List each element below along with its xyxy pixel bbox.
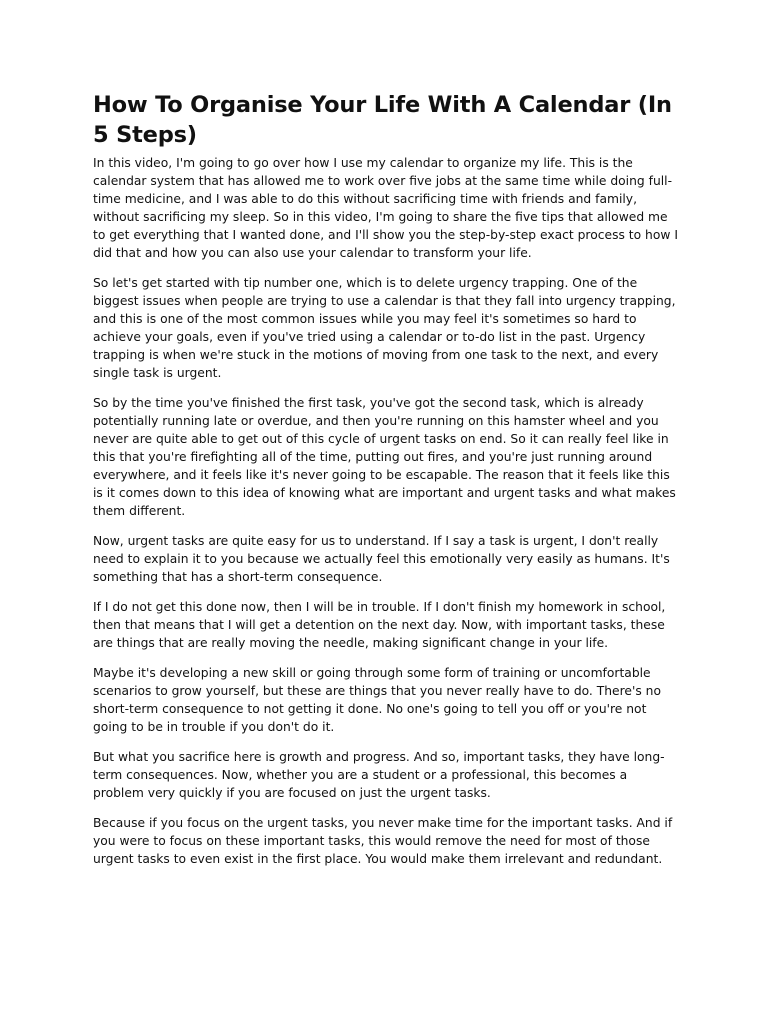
document-title: How To Organise Your Life With A Calendar (In 5 Steps): [93, 92, 672, 148]
paragraph-1: In this video, I'm going to go over how I use my calendar to organize my life. This is the calendar system that has allowed me to work over five jobs at the same time while doing full-time medicine, and I was able to do this without sacrificing time with friends and family, without sacrificing my sleep. So in this video, I'm going to share the five tips that allowed me to get everything that I wanted done, and I'll show you the step-by-step exact process to how I did that and how you can also use your calendar to transform your life.: [93, 156, 678, 260]
paragraph-3: So by the time you've finished the first task, you've got the second task, which is already potentially running late or overdue, and then you're running on this hamster wheel and you never are quite able to get out of this cycle of urgent tasks on end. So it can really feel like in this that you're firefighting all of the time, putting out fires, and you're just running around everywhere, and it feels like it's never going to be escapable. The reason that it feels like this is it comes down to this idea of knowing what are important and urgent tasks and what makes them different.: [93, 396, 676, 518]
paragraph-2: So let's get started with tip number one, which is to delete urgency trapping. One of the biggest issues when people are trying to use a calendar is that they fall into urgency trapping, and this is one of the most common issues while you may feel it's sometimes so hard to achieve your goals, even if you've tried using a calendar or to-do list in the past. Urgency trapping is when we're stuck in the motions of moving from one task to the next, and every single task is urgent.: [93, 276, 676, 380]
document-page: [93, 90, 681, 880]
paragraph-8: Because if you focus on the urgent tasks, you never make time for the important tasks. And if you were to focus on these important tasks, this would remove the need for most of those urgent tasks to even exist in the first place. You would make them irrelevant and redundant.: [93, 816, 673, 866]
paragraph-6: Maybe it's developing a new skill or going through some form of training or uncomfortable scenarios to grow yourself, but these are things that you never really have to do. There's no short-term consequence to not getting it done. No one's going to tell you off or you're not going to be in trouble if you don't do it.: [93, 666, 661, 734]
paragraph-7: But what you sacrifice here is growth and progress. And so, important tasks, they have long-term consequences. Now, whether you are a student or a professional, this becomes a problem very quickly if you are focused on just the urgent tasks.: [93, 750, 665, 800]
paragraph-4: Now, urgent tasks are quite easy for us to understand. If I say a task is urgent, I don't really need to explain it to you because we actually feel this emotionally very easily as humans. It's something that has a short-term consequence.: [93, 534, 670, 584]
paragraph-5: If I do not get this done now, then I will be in trouble. If I don't finish my homework in school, then that means that I will get a detention on the next day. Now, with important tasks, these are things that are really moving the needle, making significant change in your life.: [93, 600, 666, 650]
